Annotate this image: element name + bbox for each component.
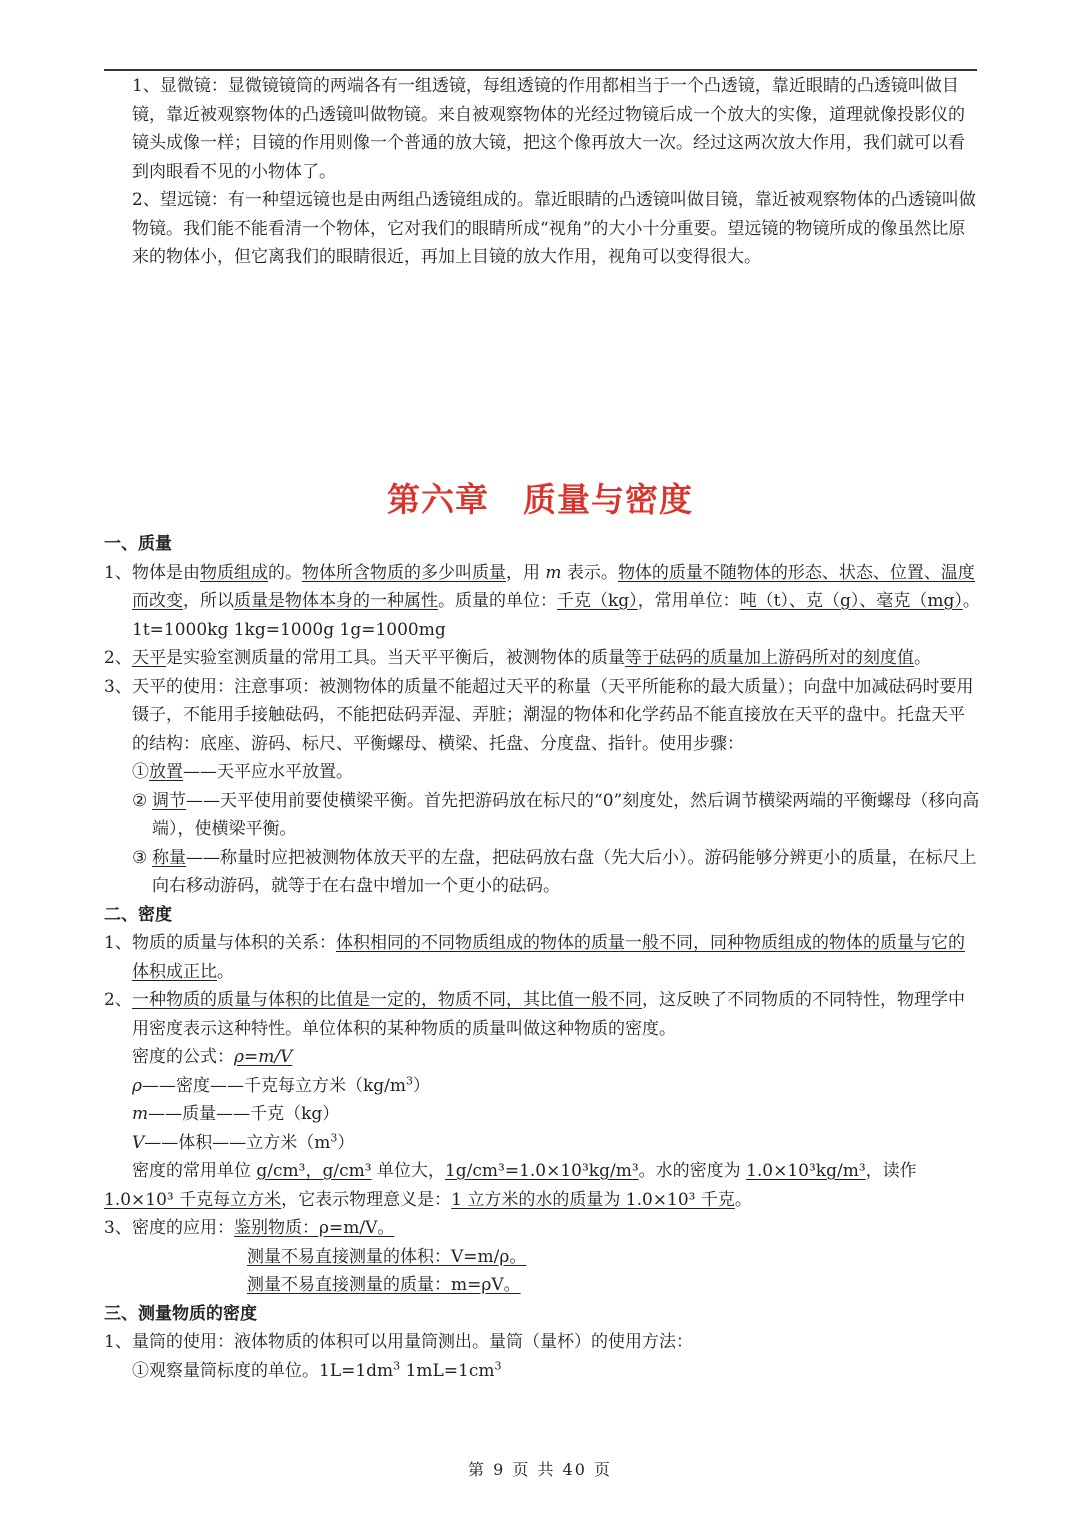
balance-step-adjust: ② 调节——天平使用前要使横梁平衡。首先把游码放在标尺的“0”刻度处，然后调节横梁两端的平衡螺母（移向高端），使横梁平衡。 (132, 790, 980, 839)
density-symbol-v: V——体积——立方米$(m^3)$ (132, 1130, 355, 1153)
page-footer: 第 9 页 共 40 页 (468, 1460, 612, 1479)
paragraph-microscope (104, 72, 980, 186)
paragraph-telescope (104, 186, 980, 272)
telescope-text: 2、望远镜：有一种望远镜也是由两组凸透镜组成的。靠近眼睛的凸透镜叫做目镜，靠近被观察物体的凸透镜叫做物镜。我们能不能看清一个物体，它对我们的眼睛所成“视角”的大小十分重要。望远镜的物镜所成的像虽然比原来的物体小，但它离我们的眼睛很近，再加上目镜的放大作用，视角可以变得很大。 (132, 190, 976, 267)
section-heading-measure: 三、测量物质的密度 (104, 1303, 257, 1324)
density-app-volume: 测量不易直接测量的体积：V=m/ρ。 (247, 1246, 527, 1267)
optics-section (104, 72, 980, 272)
density-units: 密度的常用单位 g/cm³，g/cm³ 单位大，1g/cm³=1.0×10³kg/m³。水的密度为 1.0×10³kg/m³，读作 1.0×10³ 千克每立方米，它表示物理意义是：1 立方米的水的质量为 1.0×10³ 千克。 (104, 1161, 917, 1210)
chapter-title (0, 474, 1080, 521)
chapter-body (104, 530, 980, 1385)
balance-step-place: ①放置——天平应水平放置。 (132, 762, 353, 782)
measure-item-1: 1、 量筒的使用：液体物质的体积可以用量筒测出。量筒（量杯）的使用方法： (104, 1332, 693, 1352)
density-symbol-rho: ρ——密度——千克每立方米$(kg/m^3)$ (132, 1073, 431, 1096)
chapter-name: 质量与密度 (523, 480, 693, 519)
density-item-2: 2、 一种物质的质量与体积的比值是一定的，物质不同，其比值一般不同，这反映了不同物质的不同特性，物理学中用密度表示这种特性。单位体积的某种物质的质量叫做这种物质的密度。 (104, 990, 965, 1039)
top-rule (104, 69, 977, 71)
density-item-3: 3、 密度的应用：鉴别物质：ρ=m/V。 (104, 1218, 395, 1238)
section-heading-density: 二、密度 (104, 904, 172, 925)
mass-item-1: 1、 物体是由物质组成的。物体所含物质的多少叫质量，用 m 表示。物体的质量不随物体的形态、状态、位置、温度而改变，所以质量是物体本身的一种属性。质量的单位：千克（kg），常用单位：吨（t）、克（g）、毫克（mg）。1t=1000kg 1kg=1000g 1g=1000mg (104, 562, 980, 640)
density-item-1: 1、 物质的质量与体积的关系：体积相同的不同物质组成的物体的质量一般不同，同种物质组成的物体的质量与它的体积成正比。 (104, 933, 965, 982)
density-symbol-m: m——质量——千克（kg） (132, 1104, 340, 1124)
section-heading-mass: 一、质量 (104, 534, 172, 554)
measure-step-1: ①观察量筒标度的单位。$1L=1dm^3$ $1mL=1cm^3$ (132, 1358, 502, 1381)
chapter-label: 第六章 (387, 480, 489, 519)
mass-item-3: 3、 天平的使用：注意事项：被测物体的质量不能超过天平的称量（天平所能称的最大质量）；向盘中加减砝码时要用镊子，不能用手接触砝码，不能把砝码弄湿、弄脏；潮湿的物体和化学药品不能直接放在天平的盘中。托盘天平的结构：底座、游码、标尺、平衡螺母、横梁、托盘、分度盘、指针。使用步骤： (104, 676, 974, 754)
balance-step-weigh: ③ 称量——称量时应把被测物体放天平的左盘，把砝码放右盘（先大后小）。游码能够分辨更小的质量，在标尺上向右移动游码，就等于在右盘中增加一个更小的砝码。 (132, 847, 977, 896)
mass-item-2: 2、 天平是实验室测质量的常用工具。当天平平衡后，被测物体的质量等于砝码的质量加上游码所对的刻度值。 (104, 648, 931, 668)
microscope-text: 1、显微镜：显微镜镜筒的两端各有一组透镜，每组透镜的作用都相当于一个凸透镜，靠近眼睛的凸透镜叫做目镜，靠近被观察物体的凸透镜叫做物镜。来自被观察物体的光经过物镜后成一个放大的实像，道理就像投影仪的镜头成像一样；目镜的作用则像一个普通的放大镜，把这个像再放大一次。经过这两次放大作用，我们就可以看到肉眼看不见的小物体了。 (132, 76, 965, 182)
density-app-mass: 测量不易直接测量的质量：m=ρV。 (247, 1275, 521, 1295)
density-formula: 密度的公式：ρ=m/V (132, 1047, 293, 1067)
